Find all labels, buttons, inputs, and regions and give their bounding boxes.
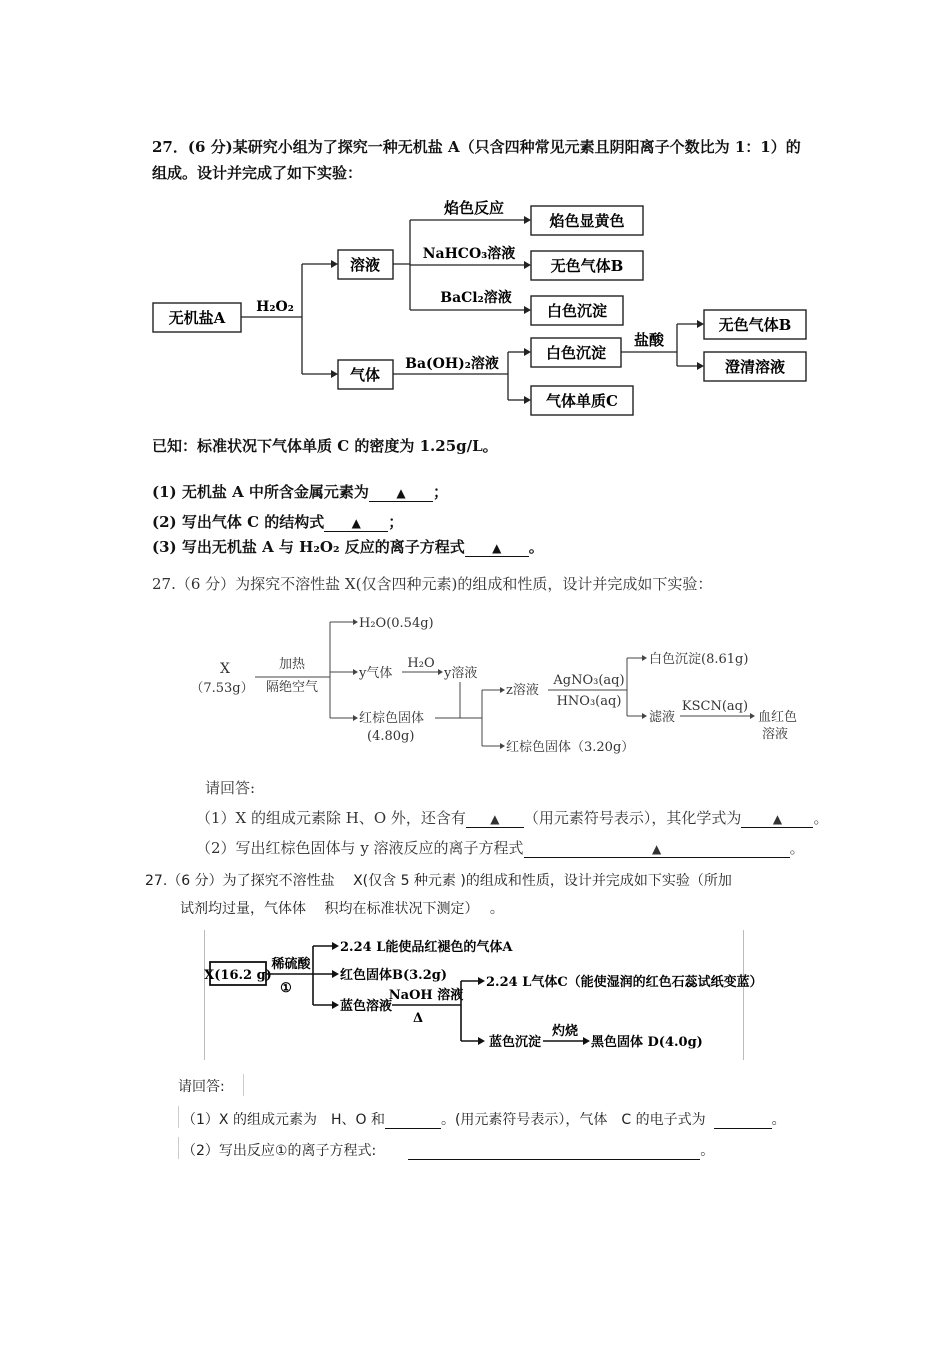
q2-sub1-mid: （用元素符号表示），其化学式为 [523, 809, 742, 827]
q2-heat-bottom: 隔绝空气 [265, 680, 319, 695]
q2-z-solution: z溶液 [506, 683, 539, 698]
q2-sub2-end: 。 [789, 839, 805, 857]
triangle-icon: ▲ [351, 516, 361, 530]
q2-red-solid1: 红棕色固体 [359, 711, 425, 726]
q1-ppt1: 白色沉淀 [546, 302, 608, 320]
q1-solution: 溶液 [349, 256, 381, 274]
q3-naoh: NaOH 溶液 [388, 988, 464, 1003]
q2-white-ppt: 白色沉淀(8.61g) [649, 652, 749, 667]
q3-gas-a: 2.24 L能使品红褪色的气体A [340, 940, 513, 955]
q3-sub2-divider [178, 1137, 179, 1159]
q1-ppt2: 白色沉淀 [545, 344, 607, 362]
q3-blue-solution: 蓝色溶液 [340, 999, 393, 1014]
q3-sub1-divider [178, 1106, 179, 1128]
q3-answer-blank-1[interactable] [385, 1112, 441, 1129]
q1-flame-result: 焰色显黄色 [549, 212, 625, 230]
q1-h2o2-label: H₂O₂ [256, 299, 294, 315]
q2-sub1-text: （1）X 的组成元素除 H、O 外，还含有 [196, 809, 466, 827]
q1-nahco3-label: NaHCO₃溶液 [422, 246, 516, 262]
q3-answer-prompt: 请回答: [178, 1079, 225, 1095]
q3-sub2-end: 。 [700, 1143, 715, 1159]
q1-gas-b2: 无色气体B [718, 316, 792, 334]
q1-intro-line1: 27．(6 分)某研究小组为了探究一种无机盐 A（只含四种常见元素且阴阳离子个数比为 1：1）的 [152, 138, 801, 156]
q3-step: ① [280, 981, 292, 996]
q3-answer-blank-2[interactable] [714, 1112, 772, 1129]
q1-salt-a: 无机盐A [168, 309, 226, 327]
q1-baoh2-label: Ba(OH)₂溶液 [405, 356, 499, 372]
q3-sub1 [182, 1109, 786, 1129]
q3-sub1-end: 。 [771, 1112, 786, 1128]
q1-hcl-label: 盐酸 [633, 331, 665, 349]
q2-x-mass: （7.53g） [190, 681, 254, 696]
q2-x: X [220, 661, 230, 677]
triangle-icon: ▲ [772, 812, 783, 826]
q2-agno3: AgNO₃(aq) [553, 673, 625, 688]
q2-y-gas: y气体 [359, 666, 393, 681]
q1-flame-label: 焰色反应 [443, 199, 505, 217]
q1-sub1-text: (1) 无机盐 A 中所含金属元素为 [152, 483, 369, 501]
q3-intro-line1: 27.（6 分）为了探究不溶性盐 X(仅含 5 种元素 )的组成和性质，设计并完成如下实验（所加 [145, 873, 732, 889]
triangle-icon: ▲ [490, 812, 500, 826]
q2-sub2-text: （2）写出红棕色固体与 y 溶液反应的离子方程式 [196, 839, 524, 857]
q2-h2o-reagent: H₂O [407, 656, 435, 671]
q3-sub2 [182, 1140, 714, 1160]
triangle-icon: ▲ [651, 842, 662, 856]
q1-sub3-end: 。 [528, 538, 544, 556]
q3-sub1-mid: 。(用元素符号表示），气体 C 的电子式为 [440, 1112, 706, 1128]
q1-known: 已知：标准状况下气体单质 C 的密度为 1.25g/L。 [152, 437, 498, 455]
q2-sub1-end: 。 [813, 809, 829, 827]
q3-sub2-text: （2）写出反应①的离子方程式: [182, 1143, 377, 1159]
q2-blood-red2: 溶液 [762, 727, 789, 742]
q1-sub2-text: (2) 写出气体 C 的结构式 [152, 513, 325, 531]
q1-sub1-end: ； [432, 483, 448, 501]
q3-intro-line2: 试剂均过量，气体体 积均在标准状况下测定） 。 [180, 901, 504, 917]
q2-answer-prompt: 请回答: [205, 779, 256, 797]
triangle-icon: ▲ [492, 541, 502, 555]
q3-red-solid: 红色固体B(3.2g) [340, 968, 447, 983]
q2-intro: 27.（6 分）为探究不溶性盐 X(仅含四种元素)的组成和性质，设计并完成如下实验： [152, 575, 713, 593]
q3-answer-blank-3[interactable] [408, 1143, 700, 1160]
q1-gas-b1: 无色气体B [550, 257, 624, 275]
q2-h2o: H₂O(0.54g) [359, 616, 434, 631]
q1-clear-solution: 澄清溶液 [724, 358, 786, 376]
q3-gas-c: 2.24 L气体C（能使湿润的红色石蕊试纸变蓝） [486, 975, 763, 990]
q2-hno3: HNO₃(aq) [556, 694, 622, 709]
q3-delta: Δ [412, 1011, 424, 1026]
q3-black-solid: 黑色固体 D(4.0g) [591, 1035, 703, 1050]
q1-bacl2-label: BaCl₂溶液 [440, 290, 512, 306]
q2-filtrate: 滤液 [649, 710, 676, 725]
q2-kscn: KSCN(aq) [681, 699, 749, 714]
q2-blood-red1: 血红色 [758, 710, 798, 725]
q3-burn: 灼烧 [551, 1024, 579, 1039]
q2-heat-top: 加热 [278, 657, 306, 672]
q1-intro-line2: 组成。设计并完成了如下实验： [152, 164, 363, 182]
q1-gas: 气体 [349, 366, 381, 384]
q2-red-solid1-mass: (4.80g) [367, 729, 415, 744]
q1-gas-c: 气体单质C [546, 392, 618, 410]
q3-x: X(16.2 g) [204, 968, 272, 983]
q3-sub1-text: （1）X 的组成元素为 H、O 和 [182, 1112, 385, 1128]
q2-red-solid2: 红棕色固体（3.20g） [506, 740, 635, 755]
triangle-icon: ▲ [396, 486, 406, 500]
q3-blue-ppt: 蓝色沉淀 [489, 1035, 542, 1050]
q3-prompt-divider [243, 1074, 244, 1096]
q1-sub3-text: (3) 写出无机盐 A 与 H₂O₂ 反应的离子方程式 [152, 538, 465, 556]
q2-y-solution: y溶液 [444, 666, 478, 681]
q1-sub2-end: ； [388, 513, 404, 531]
q3-acid: 稀硫酸 [271, 957, 311, 972]
